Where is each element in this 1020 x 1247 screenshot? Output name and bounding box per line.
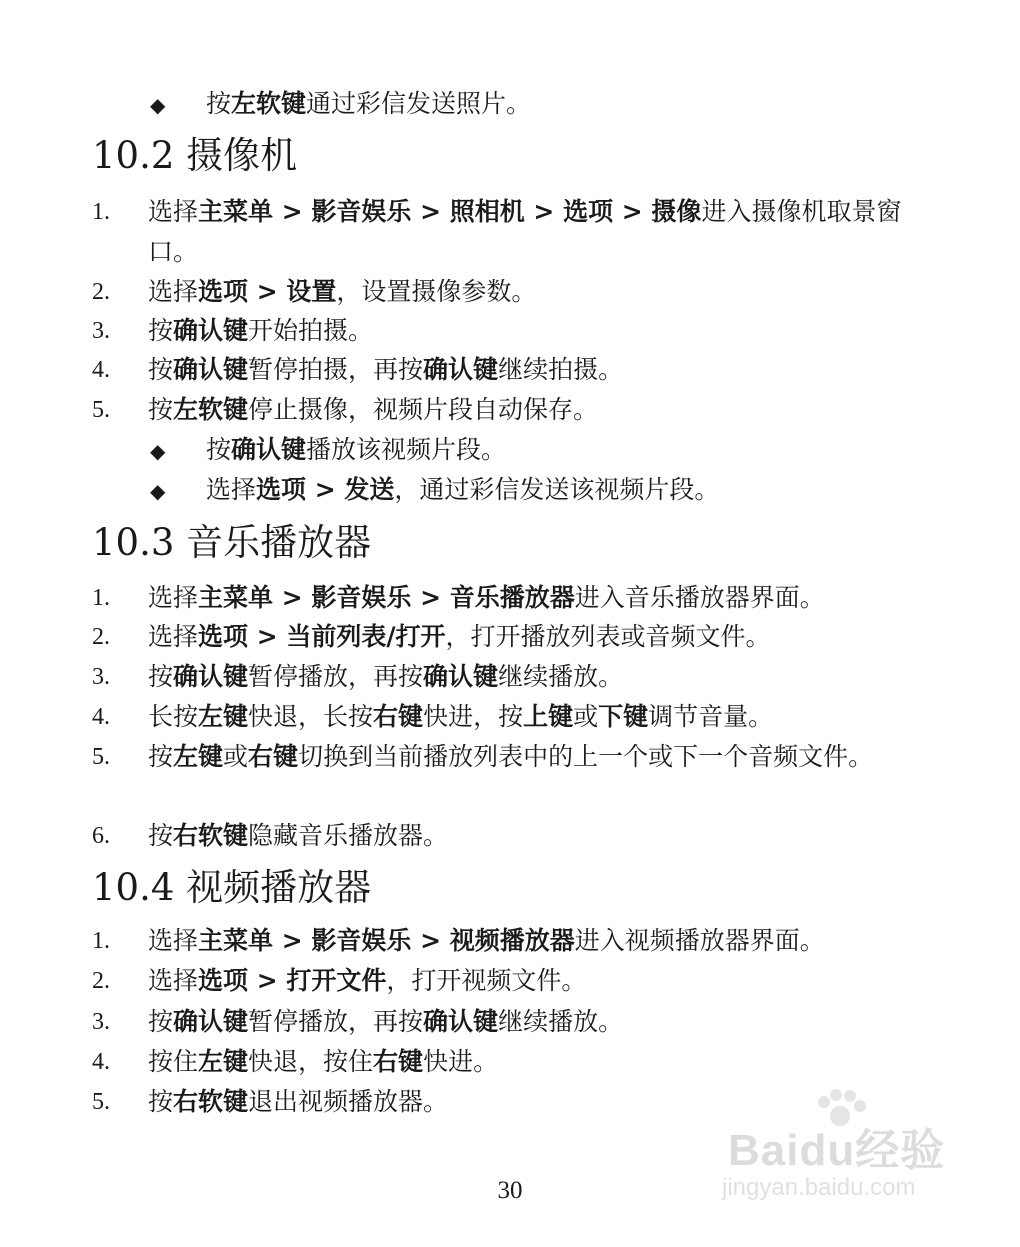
text-run: 隐藏音乐播放器。 <box>248 821 449 850</box>
bold-term: 右键 <box>248 742 299 771</box>
item-number: 5. <box>92 744 110 770</box>
bold-term: 选项 > 打开文件 <box>198 966 387 995</box>
list-item <box>92 311 942 351</box>
bold-term: 主菜单 > 影音娱乐 > 视频播放器 <box>198 926 575 955</box>
list-item <box>92 961 942 1001</box>
text-run: 快进，按 <box>423 702 524 731</box>
bold-term: 主菜单 > 影音娱乐 > 音乐播放器 <box>198 583 575 612</box>
list-item <box>92 921 942 961</box>
item-text <box>148 1002 942 1042</box>
text-run: ，打开播放列表或音频文件。 <box>445 622 771 651</box>
bullet-text: 通过彩信发送照片。 <box>306 89 532 118</box>
item-text <box>148 921 942 961</box>
bullet-text <box>206 475 719 504</box>
list-item <box>92 657 942 697</box>
bold-term: 选项 > 设置 <box>198 277 337 306</box>
bold-term: 左键 <box>198 1047 249 1076</box>
item-number: 3. <box>92 664 110 690</box>
text-run: 按 <box>148 316 174 345</box>
item-number: 3. <box>92 318 110 344</box>
text-run: 选择 <box>206 475 257 504</box>
item-text <box>148 578 942 618</box>
text-run: 按 <box>148 395 174 424</box>
item-text <box>148 737 942 777</box>
bold-term: 确认键 <box>173 355 249 384</box>
text-run: 暂停拍摄，再按 <box>248 355 424 384</box>
text-run: 快退，长按 <box>248 702 374 731</box>
page-number: 30 <box>497 1177 523 1204</box>
item-number: 2. <box>92 624 110 650</box>
list-item <box>92 617 942 657</box>
bold-term: 右软键 <box>173 821 249 850</box>
text-run: 调节音量。 <box>648 702 774 731</box>
text-run: 选择 <box>148 583 199 612</box>
text-run: 按 <box>148 662 174 691</box>
item-text <box>148 697 942 737</box>
text-run: ，设置摄像参数。 <box>336 277 537 306</box>
bold-term: 选项 > 当前列表/打开 <box>198 622 446 651</box>
text-run: 快进。 <box>423 1047 499 1076</box>
text-run: 退出视频播放器。 <box>248 1087 449 1116</box>
bold-term: 确认键 <box>173 662 249 691</box>
item-number: 4. <box>92 1049 110 1075</box>
bold-term: 左软键 <box>173 395 249 424</box>
bold-term: 主菜单 > 影音娱乐 > 照相机 > 选项 > 摄像 <box>198 197 702 226</box>
sub-bullet <box>150 430 506 471</box>
text-run: 或 <box>573 702 599 731</box>
item-text <box>148 1042 942 1082</box>
item-text <box>148 657 942 697</box>
item-number: 1. <box>92 585 110 611</box>
list-item <box>92 816 942 856</box>
bold-term: 右键 <box>373 702 424 731</box>
list-item <box>92 1042 942 1082</box>
text-run: 进入音乐播放器界面。 <box>574 583 825 612</box>
text-run: 播放该视频片段。 <box>306 435 507 464</box>
item-text <box>148 816 942 856</box>
item-number: 5. <box>92 397 110 423</box>
bold-term: 确认键 <box>173 1007 249 1036</box>
item-text <box>148 961 942 1001</box>
item-text <box>148 350 942 390</box>
list-item <box>92 192 942 272</box>
text-run: 进入摄像机取景窗口。 <box>148 197 902 266</box>
text-run: 快退，按住 <box>248 1047 374 1076</box>
bold-term: 确认键 <box>423 662 499 691</box>
text-run: 进入视频播放器界面。 <box>574 926 825 955</box>
list-item <box>92 1002 942 1042</box>
bold-term: 左键 <box>198 702 249 731</box>
section-heading-10-4: 10.4 视频播放器 <box>92 866 372 909</box>
item-number: 4. <box>92 704 110 730</box>
section-heading-10-2: 10.2 摄像机 <box>92 134 298 177</box>
item-number: 2. <box>92 279 110 305</box>
list-item <box>92 737 942 777</box>
item-number: 3. <box>92 1009 110 1035</box>
text-run: 选择 <box>148 622 199 651</box>
watermark-logo: Baidu经验 <box>728 1126 946 1175</box>
bold-term: 确认键 <box>423 355 499 384</box>
item-number: 2. <box>92 968 110 994</box>
item-text <box>148 617 942 657</box>
text-run: 暂停播放，再按 <box>248 662 424 691</box>
text-run: 按住 <box>148 1047 199 1076</box>
bullet-text <box>206 435 506 464</box>
text-run: 继续播放。 <box>498 1007 624 1036</box>
text-run: 继续拍摄。 <box>498 355 624 384</box>
item-text <box>148 390 942 430</box>
list-item <box>92 350 942 390</box>
text-run: 长按 <box>148 702 199 731</box>
text-run: 开始拍摄。 <box>248 316 374 345</box>
bullet-text: 按 <box>206 89 232 118</box>
item-number: 6. <box>92 823 110 849</box>
item-number: 1. <box>92 199 110 225</box>
text-run: 按 <box>148 355 174 384</box>
sub-bullet <box>150 470 719 511</box>
diamond-bullet-icon: ◆ <box>150 479 166 503</box>
bold-term: 右软键 <box>173 1087 249 1116</box>
text-run: 按 <box>148 1007 174 1036</box>
item-text <box>148 311 942 351</box>
text-run: 或 <box>223 742 249 771</box>
bold-term: 右键 <box>373 1047 424 1076</box>
diamond-bullet-icon: ◆ <box>150 93 166 117</box>
item-text <box>148 272 942 312</box>
bold-term: 选项 > 发送 <box>256 475 395 504</box>
list-item <box>92 390 942 430</box>
text-run: 按 <box>148 742 174 771</box>
diamond-bullet-icon: ◆ <box>150 439 166 463</box>
bold-term: 左键 <box>173 742 224 771</box>
text-run: 按 <box>206 435 232 464</box>
section-heading-10-3: 10.3 音乐播放器 <box>92 521 372 564</box>
text-run: 暂停播放，再按 <box>248 1007 424 1036</box>
text-run: 停止摄像，视频片段自动保存。 <box>248 395 599 424</box>
item-number: 4. <box>92 357 110 383</box>
text-run: 选择 <box>148 926 199 955</box>
bullet-bold: 左软键 <box>231 89 307 118</box>
bold-term: 确认键 <box>173 316 249 345</box>
text-run: 按 <box>148 821 174 850</box>
bold-term: 下键 <box>598 702 649 731</box>
list-item <box>92 697 942 737</box>
text-run: 切换到当前播放列表中的上一个或下一个音频文件。 <box>298 742 874 771</box>
item-text <box>148 192 942 272</box>
watermark-url: jingyan.baidu.com <box>722 1174 916 1201</box>
text-run: 按 <box>148 1087 174 1116</box>
intro-bullet <box>150 84 531 125</box>
text-run: 选择 <box>148 197 199 226</box>
text-run: ，通过彩信发送该视频片段。 <box>394 475 720 504</box>
bold-term: 上键 <box>523 702 574 731</box>
text-run: ，打开视频文件。 <box>386 966 587 995</box>
text-run: 继续播放。 <box>498 662 624 691</box>
item-number: 1. <box>92 928 110 954</box>
text-run: 选择 <box>148 966 199 995</box>
bold-term: 确认键 <box>423 1007 499 1036</box>
list-item <box>92 272 942 312</box>
bold-term: 确认键 <box>231 435 307 464</box>
text-run: 选择 <box>148 277 199 306</box>
list-item <box>92 578 942 618</box>
item-number: 5. <box>92 1089 110 1115</box>
